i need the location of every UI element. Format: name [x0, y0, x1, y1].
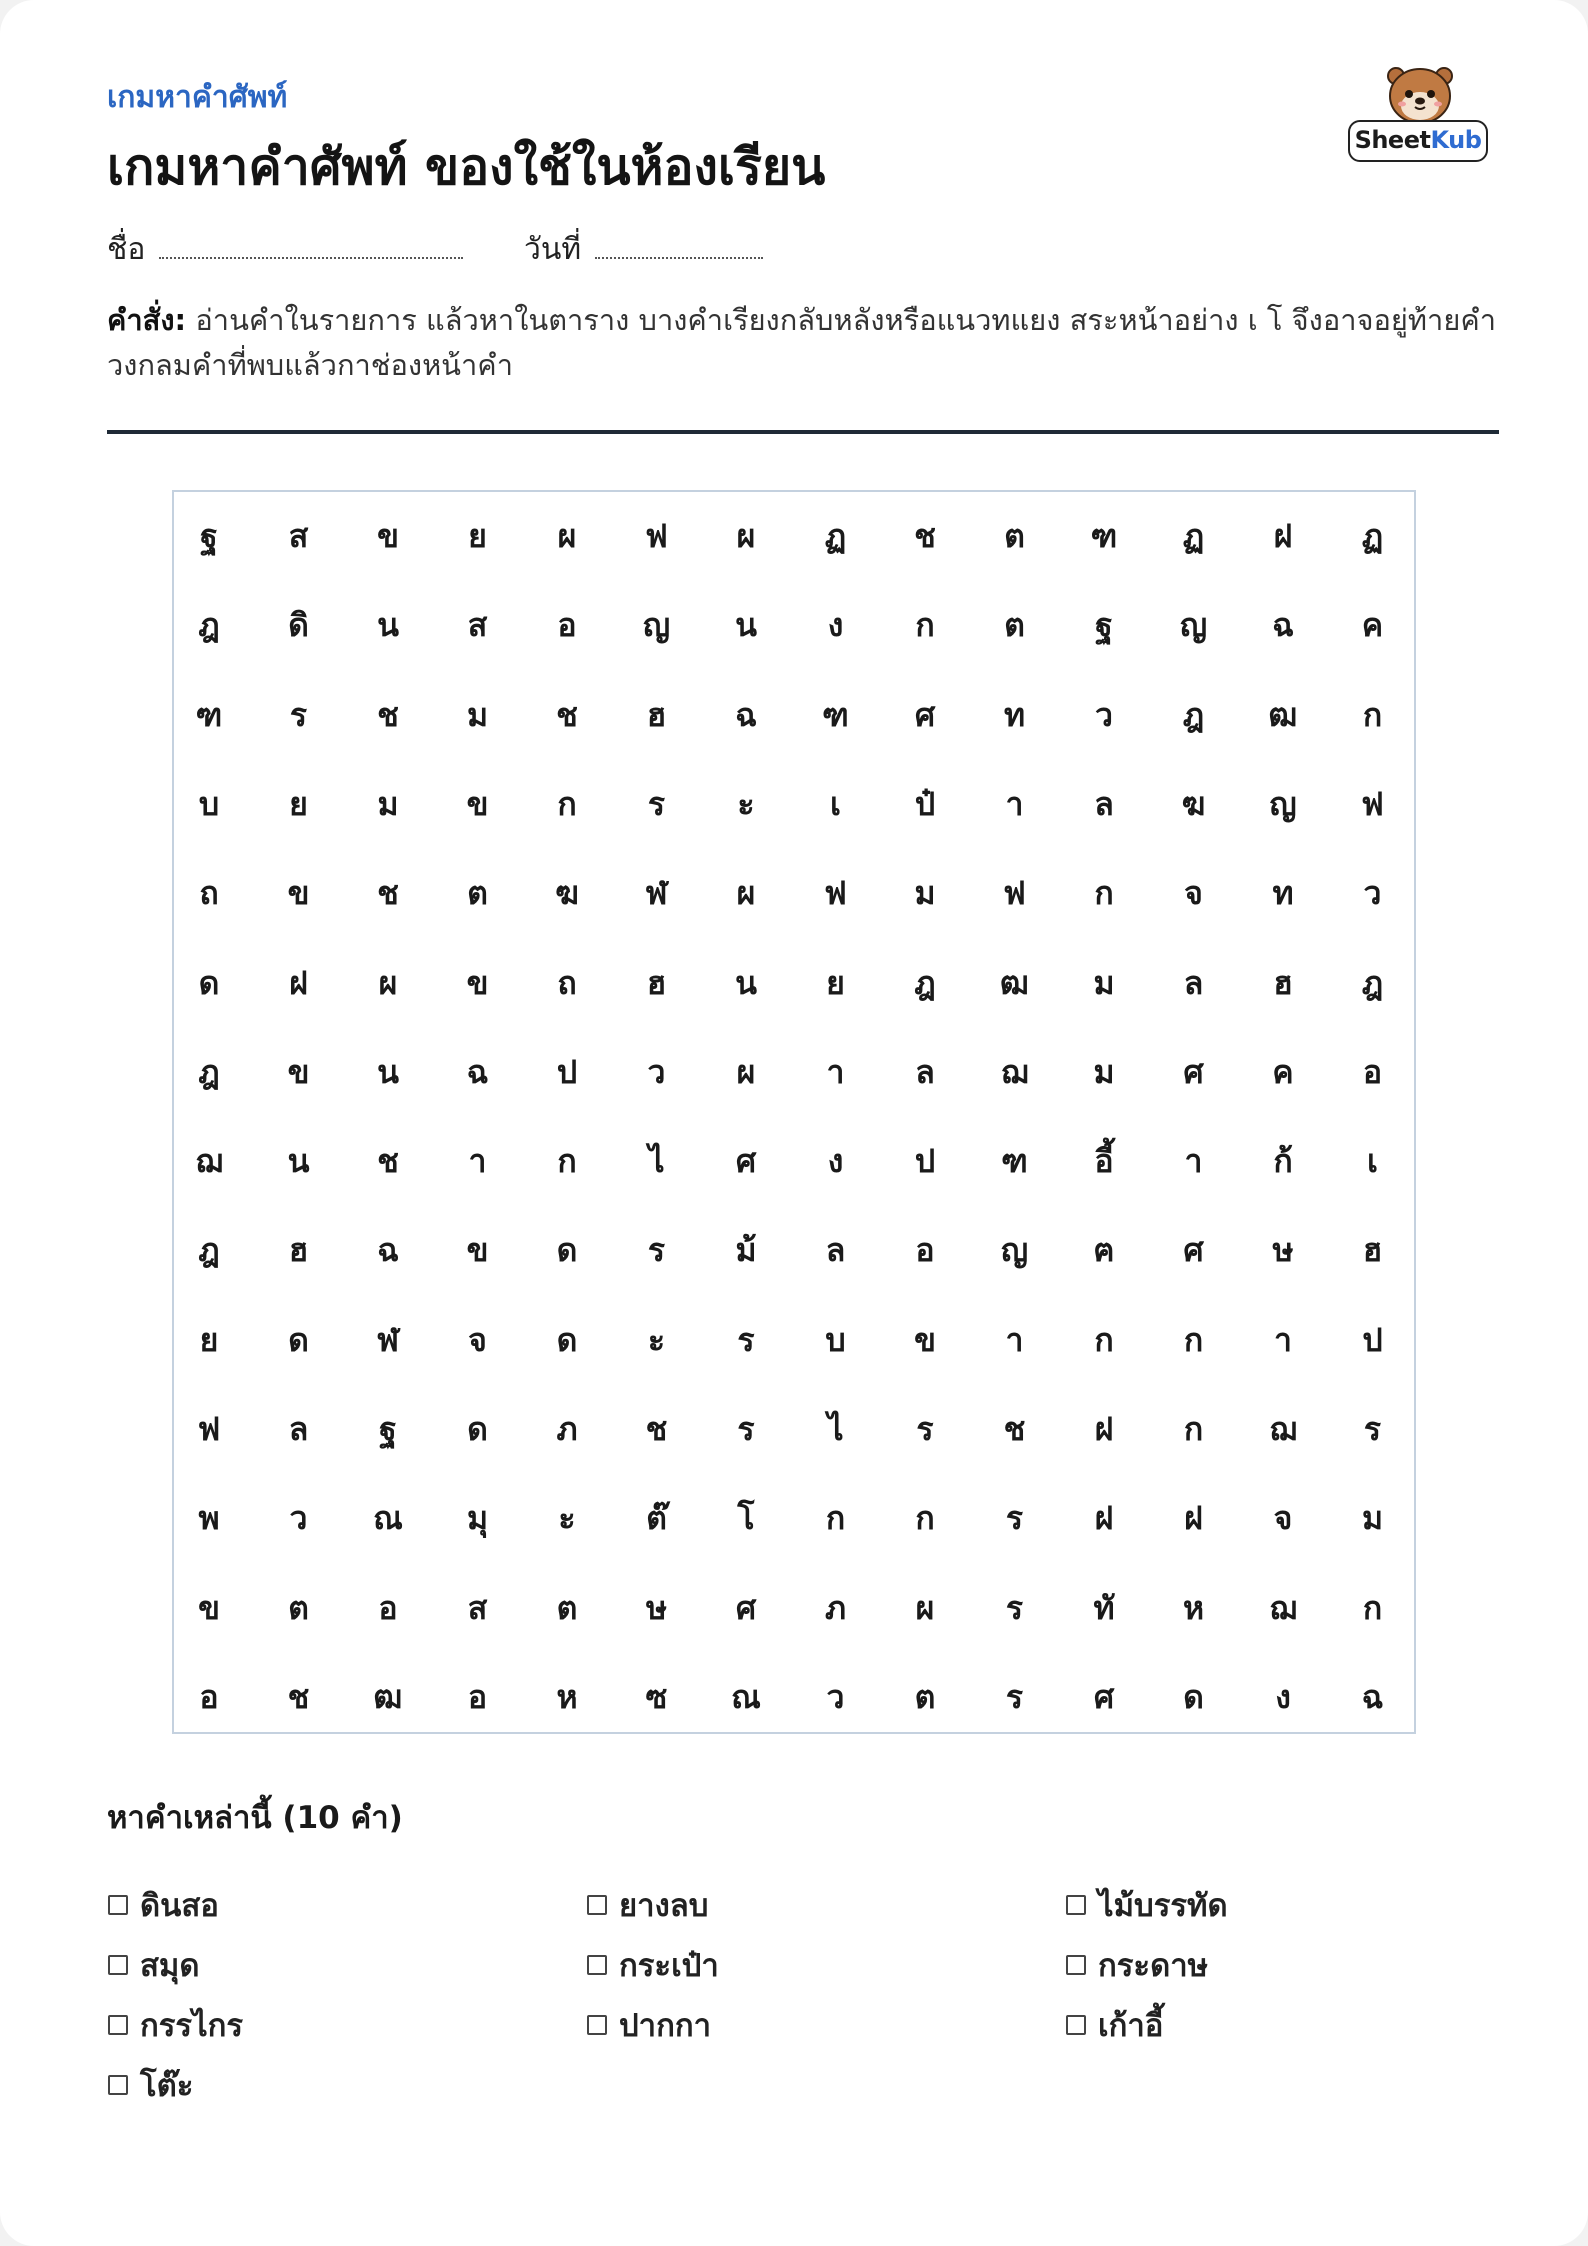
- grid-cell[interactable]: ฮ: [1362, 1231, 1383, 1270]
- grid-cell[interactable]: ฏ: [1182, 517, 1205, 555]
- word-checkbox[interactable]: [587, 1955, 607, 1975]
- grid-cell[interactable]: ย: [199, 1320, 219, 1359]
- word-checkbox[interactable]: [1066, 1955, 1086, 1975]
- name-line[interactable]: [159, 255, 463, 259]
- grid-cell[interactable]: ล: [1183, 963, 1204, 1002]
- grid-cell[interactable]: ท: [1272, 874, 1294, 913]
- grid-cell[interactable]: ฮ: [646, 695, 667, 734]
- grid-cell[interactable]: มุ: [466, 1499, 489, 1538]
- grid-cell[interactable]: า: [826, 1052, 845, 1091]
- word-checkbox[interactable]: [587, 1895, 607, 1915]
- grid-cell[interactable]: อ: [378, 1588, 398, 1627]
- grid-cell[interactable]: ฒ: [1000, 963, 1029, 1002]
- word-checkbox[interactable]: [108, 2075, 128, 2095]
- grid-cell[interactable]: ร: [289, 695, 308, 734]
- grid-cell[interactable]: ค: [1272, 1052, 1294, 1091]
- grid-cell[interactable]: ข: [287, 874, 310, 913]
- word-label: เก้าอี้: [1098, 2008, 1164, 2044]
- instructions-label: คำสั่ง:: [107, 303, 187, 337]
- word-label: โต๊ะ: [140, 2068, 194, 2104]
- grid-cell[interactable]: ฎ: [1182, 695, 1205, 734]
- grid-cell[interactable]: ะ: [647, 1320, 666, 1359]
- grid-cell[interactable]: ก: [557, 1142, 577, 1181]
- sheetkub-logo: [1348, 60, 1492, 170]
- word-label: ปากกา: [619, 2008, 712, 2044]
- grid-cell[interactable]: ง: [827, 606, 844, 645]
- grid-cell[interactable]: ร: [647, 784, 666, 823]
- grid-cell[interactable]: ฎ: [914, 963, 936, 1002]
- grid-cell[interactable]: อ: [467, 1677, 488, 1716]
- grid-cell[interactable]: ศ: [914, 695, 936, 734]
- grid-cell[interactable]: ณ: [731, 1677, 761, 1716]
- grid-cell[interactable]: ผ: [736, 1052, 756, 1091]
- grid-cell[interactable]: ป: [556, 1052, 578, 1091]
- grid-cell[interactable]: จ: [1273, 1499, 1293, 1538]
- grid-cell[interactable]: ฝ: [1094, 1410, 1114, 1448]
- word-item[interactable]: [587, 1880, 708, 1930]
- grid-cell[interactable]: ศ: [1183, 1052, 1204, 1091]
- grid-cell[interactable]: ฟ: [1003, 874, 1026, 913]
- grid-cell[interactable]: ร: [1363, 1410, 1382, 1448]
- grid-cell[interactable]: จ: [468, 1320, 487, 1359]
- word-label: ดินสอ: [140, 1888, 219, 1924]
- grid-cell[interactable]: ก: [1183, 1320, 1204, 1359]
- grid-cell[interactable]: ฒ: [1268, 695, 1298, 734]
- grid-cell[interactable]: ด: [1183, 1677, 1204, 1716]
- name-field[interactable]: [107, 226, 463, 273]
- grid-cell[interactable]: ญ: [1000, 1231, 1029, 1270]
- grid-cell[interactable]: ข: [914, 1320, 936, 1359]
- grid-cell[interactable]: ร: [737, 1320, 755, 1359]
- grid-cell[interactable]: ด: [288, 1320, 309, 1359]
- grid-cell[interactable]: ล: [288, 1410, 309, 1448]
- grid-cell[interactable]: ไ: [648, 1142, 665, 1181]
- grid-cell[interactable]: ผ: [915, 1588, 935, 1627]
- grid-cell[interactable]: ง: [1275, 1677, 1291, 1716]
- grid-cell[interactable]: ด: [198, 963, 220, 1002]
- grid-cell[interactable]: ย: [826, 963, 845, 1002]
- grid-cell[interactable]: ฑ: [1001, 1142, 1028, 1181]
- grid-cell[interactable]: ช: [377, 695, 399, 734]
- word-item[interactable]: [108, 2000, 243, 2050]
- word-item[interactable]: [1066, 1880, 1228, 1930]
- grid-cell[interactable]: ก: [915, 606, 935, 645]
- grid-cell[interactable]: ฝ: [1273, 517, 1293, 555]
- grid-cell[interactable]: ด: [467, 1410, 488, 1448]
- page-title: เกมหาคำศัพท์ ของใช้ในห้องเรียน: [107, 138, 826, 196]
- grid-cell[interactable]: ต: [467, 874, 488, 913]
- grid-cell[interactable]: ด: [556, 1320, 578, 1359]
- grid-cell[interactable]: ฟ: [1361, 784, 1384, 823]
- grid-cell[interactable]: ฝ: [289, 963, 308, 1002]
- grid-cell[interactable]: ภ: [824, 1588, 847, 1627]
- grid-cell[interactable]: ฬ: [645, 874, 668, 913]
- grid-cell[interactable]: เ: [1367, 1142, 1378, 1181]
- grid-cell[interactable]: ม: [1093, 1052, 1115, 1091]
- grid-cell[interactable]: ช: [377, 874, 399, 913]
- grid-cell[interactable]: ฮ: [646, 963, 667, 1002]
- grid-cell[interactable]: ฆ: [1181, 784, 1206, 823]
- grid-cell[interactable]: ก: [1362, 1588, 1383, 1627]
- grid-cell[interactable]: ร: [1005, 1588, 1024, 1627]
- grid-cell[interactable]: ป: [1362, 1320, 1383, 1359]
- word-item[interactable]: [108, 2060, 193, 2110]
- grid-cell[interactable]: ร: [916, 1410, 934, 1448]
- grid-cell[interactable]: ณ: [373, 1499, 403, 1538]
- grid-cell[interactable]: ฌ: [1000, 1052, 1029, 1091]
- grid-cell[interactable]: น: [735, 963, 757, 1002]
- grid-cell[interactable]: ช: [556, 695, 578, 734]
- grid-cell[interactable]: ถ: [199, 874, 219, 913]
- name-label: ชื่อ: [107, 232, 146, 267]
- grid-cell[interactable]: อ: [199, 1677, 219, 1716]
- grid-cell[interactable]: ญ: [642, 606, 671, 645]
- grid-cell[interactable]: ร: [737, 1410, 755, 1448]
- grid-cell[interactable]: ม: [377, 784, 399, 823]
- grid-cell[interactable]: ก: [1094, 1320, 1114, 1359]
- grid-cell[interactable]: ว: [647, 1052, 666, 1091]
- grid-cell[interactable]: ข: [287, 1052, 310, 1091]
- grid-cell[interactable]: ษ: [645, 1588, 668, 1627]
- grid-cell[interactable]: ฅ: [1093, 1231, 1115, 1270]
- grid-cell[interactable]: ฌ: [1269, 1410, 1297, 1448]
- grid-cell[interactable]: า: [468, 1142, 487, 1181]
- grid-cell[interactable]: ดิ: [288, 606, 309, 645]
- grid-cell[interactable]: ษ: [1272, 1231, 1294, 1270]
- grid-cell[interactable]: ต: [1004, 606, 1025, 645]
- grid-cell[interactable]: ม: [466, 695, 489, 734]
- grid-cell[interactable]: ก: [1362, 695, 1383, 734]
- grid-cell[interactable]: ช: [1003, 1410, 1026, 1448]
- grid-cell[interactable]: ฌ: [195, 1142, 223, 1181]
- grid-cell[interactable]: ผ: [378, 963, 398, 1002]
- grid-cell[interactable]: ฏ: [1361, 517, 1384, 555]
- grid-cell[interactable]: ฑ: [1090, 517, 1118, 555]
- grid-cell[interactable]: ฏ: [824, 517, 847, 555]
- grid-cell[interactable]: ฑ: [195, 695, 223, 734]
- word-label: สมุด: [140, 1948, 200, 1984]
- word-checkbox[interactable]: [108, 2015, 128, 2035]
- grid-cell[interactable]: ศ: [735, 1588, 757, 1627]
- instructions: [107, 298, 1497, 388]
- word-checkbox[interactable]: [1066, 2015, 1086, 2035]
- grid-cell[interactable]: ย: [468, 517, 487, 555]
- grid-cell[interactable]: พ: [198, 1499, 220, 1538]
- grid-cell[interactable]: ฒ: [373, 1677, 403, 1716]
- date-label: วันที่: [524, 232, 582, 267]
- grid-cell[interactable]: ฉ: [735, 695, 757, 734]
- grid-cell[interactable]: ศ: [1093, 1677, 1115, 1716]
- grid-cell[interactable]: ช: [377, 1142, 399, 1181]
- grid-cell[interactable]: ม: [914, 874, 936, 913]
- grid-cell[interactable]: ก: [1094, 874, 1114, 913]
- grid-cell[interactable]: ล: [825, 1231, 846, 1270]
- grid-cell[interactable]: ต: [556, 1588, 578, 1627]
- grid-cell[interactable]: ย: [289, 784, 308, 823]
- grid-cell[interactable]: ฐ: [379, 1410, 397, 1448]
- grid-cell[interactable]: โ: [737, 1499, 755, 1538]
- grid-cell[interactable]: บ: [198, 784, 220, 823]
- grid-cell[interactable]: ไ: [827, 1410, 844, 1448]
- word-item[interactable]: [587, 2000, 711, 2050]
- grid-cell[interactable]: ฝ: [1184, 1499, 1203, 1538]
- grid-cell[interactable]: น: [287, 1142, 310, 1181]
- word-label: ไม้บรรทัด: [1098, 1888, 1228, 1924]
- grid-cell[interactable]: ภ: [556, 1410, 578, 1448]
- date-line[interactable]: [595, 255, 763, 259]
- grid-cell[interactable]: ร: [1005, 1677, 1024, 1716]
- word-label: กระดาษ: [1098, 1948, 1209, 1984]
- grid-cell[interactable]: ห: [1182, 1588, 1205, 1627]
- grid-cell[interactable]: ส: [467, 606, 488, 645]
- grid-cell[interactable]: ฑ: [822, 695, 849, 734]
- grid-cell[interactable]: ล: [915, 1052, 935, 1091]
- grid-cell[interactable]: ข: [466, 1231, 489, 1270]
- word-checkbox[interactable]: [1066, 1895, 1086, 1915]
- grid-cell[interactable]: จ: [1184, 874, 1203, 913]
- grid-cell[interactable]: ฟ: [645, 517, 668, 555]
- grid-cell[interactable]: ญ: [1179, 606, 1208, 645]
- grid-cell[interactable]: ช: [645, 1410, 668, 1448]
- grid-cell[interactable]: น: [735, 606, 757, 645]
- grid-cell[interactable]: ม: [1093, 963, 1115, 1002]
- grid-cell[interactable]: ก: [557, 784, 577, 823]
- grid-cell[interactable]: ต: [288, 1588, 309, 1627]
- date-field[interactable]: [524, 226, 763, 273]
- grid-cell[interactable]: ะ: [737, 784, 755, 823]
- grid-cell[interactable]: ฎ: [1361, 963, 1384, 1002]
- grid-cell[interactable]: ฎ: [198, 606, 220, 645]
- grid-cell[interactable]: ช: [914, 517, 936, 555]
- word-label: กรรไกร: [140, 2008, 244, 2044]
- word-checkbox[interactable]: [587, 2015, 607, 2035]
- grid-cell[interactable]: ป: [914, 1142, 936, 1181]
- grid-cell[interactable]: อ: [915, 1231, 935, 1270]
- word-item[interactable]: [1066, 2000, 1163, 2050]
- grid-cell[interactable]: ฌ: [1269, 1588, 1297, 1627]
- grid-cell[interactable]: ทั: [1093, 1588, 1115, 1627]
- word-item[interactable]: [108, 1880, 219, 1930]
- grid-cell[interactable]: ข: [377, 517, 399, 555]
- grid-cell[interactable]: ต: [914, 1677, 936, 1716]
- grid-cell[interactable]: ก: [825, 1499, 846, 1538]
- logo-badge: SheetKub: [1348, 120, 1488, 162]
- grid-cell[interactable]: ฉ: [1272, 606, 1294, 645]
- category-label: เกมหาคำศัพท์: [107, 80, 288, 115]
- grid-cell[interactable]: ต: [1004, 517, 1025, 555]
- instructions-text: อ่านคำในรายการ แล้วหาในตาราง บางคำเรียงกลับหลังหรือแนวทแยง สระหน้าอย่าง เ โ จึงอาจอยู่ท้ายคำ วงกลมคำที่พบแล้วกาช่องหน้าคำ: [107, 303, 1496, 382]
- word-label: กระเป๋า: [619, 1948, 719, 1984]
- grid-cell[interactable]: ว: [1095, 695, 1113, 734]
- word-item[interactable]: [587, 1940, 719, 1990]
- grid-cell[interactable]: ม้: [735, 1231, 757, 1270]
- grid-cell[interactable]: ญ: [1269, 784, 1297, 823]
- grid-cell[interactable]: ศ: [735, 1142, 757, 1181]
- grid-cell[interactable]: ห: [556, 1677, 578, 1716]
- grid-cell[interactable]: ก้: [1273, 1142, 1293, 1181]
- grid-cell[interactable]: า: [1274, 1320, 1292, 1359]
- grid-cell[interactable]: บ: [825, 1320, 846, 1359]
- grid-cell[interactable]: ฟ: [197, 1410, 221, 1448]
- grid-cell[interactable]: ฮ: [288, 1231, 309, 1270]
- grid-cell[interactable]: ฎ: [198, 1052, 220, 1091]
- grid-cell[interactable]: ป๋: [914, 784, 936, 823]
- word-label: ยางลบ: [619, 1888, 709, 1924]
- grid-cell[interactable]: เ: [830, 784, 841, 823]
- grid-cell[interactable]: ฉ: [1361, 1677, 1384, 1716]
- word-checkbox[interactable]: [108, 1895, 128, 1915]
- grid-cell[interactable]: า: [1184, 1142, 1203, 1181]
- word-checkbox[interactable]: [108, 1955, 128, 1975]
- grid-cell[interactable]: ถ: [557, 963, 577, 1002]
- grid-cell[interactable]: ผ: [557, 517, 577, 555]
- grid-cell[interactable]: น: [377, 606, 399, 645]
- grid-cell[interactable]: ผ: [736, 874, 756, 913]
- grid-cell[interactable]: ศ: [1183, 1231, 1204, 1270]
- grid-cell[interactable]: า: [1005, 784, 1024, 823]
- word-item[interactable]: [1066, 1940, 1208, 1990]
- grid-cell[interactable]: ร: [1005, 1499, 1024, 1538]
- word-search-grid: [172, 490, 1416, 1734]
- grid-cell[interactable]: ฝ: [1094, 1499, 1114, 1538]
- grid-cell[interactable]: น: [377, 1052, 399, 1091]
- grid-cell[interactable]: ช: [287, 1677, 310, 1716]
- grid-cell[interactable]: ส: [467, 1588, 488, 1627]
- grid-cell[interactable]: ข: [466, 963, 489, 1002]
- grid-cell[interactable]: ะ: [558, 1499, 576, 1538]
- grid-cell[interactable]: ฮ: [1273, 963, 1293, 1002]
- grid-cell[interactable]: ว: [826, 1677, 845, 1716]
- grid-cell[interactable]: ข: [198, 1588, 220, 1627]
- grid-cell[interactable]: ก: [915, 1499, 935, 1538]
- grid-cell[interactable]: ค: [1361, 606, 1384, 645]
- grid-cell[interactable]: ฉ: [377, 1231, 399, 1270]
- grid-cell[interactable]: ฐ: [200, 517, 218, 555]
- grid-cell[interactable]: ฐ: [1095, 606, 1113, 645]
- grid-cell[interactable]: ต๊: [646, 1499, 667, 1538]
- grid-cell[interactable]: ว: [1363, 874, 1382, 913]
- grid-cell[interactable]: ท: [1003, 695, 1026, 734]
- grid-cell[interactable]: ซ: [645, 1677, 668, 1716]
- grid-cell[interactable]: อี้: [1094, 1142, 1114, 1181]
- grid-cell[interactable]: ด: [556, 1231, 578, 1270]
- grid-cell[interactable]: ฉ: [466, 1052, 489, 1091]
- grid-cell[interactable]: ง: [827, 1142, 844, 1181]
- grid-cell[interactable]: ฬ: [377, 1320, 399, 1359]
- grid-cell[interactable]: ว: [289, 1499, 308, 1538]
- grid-cell[interactable]: อ: [1362, 1052, 1383, 1091]
- divider: [107, 430, 1499, 434]
- grid-cell[interactable]: ข: [466, 784, 489, 823]
- grid-cell[interactable]: ฎ: [198, 1231, 220, 1270]
- grid-cell[interactable]: ผ: [736, 517, 756, 555]
- grid-cell[interactable]: ส: [288, 517, 309, 555]
- word-item[interactable]: [108, 1940, 200, 1990]
- grid-cell[interactable]: อ: [557, 606, 577, 645]
- grid-cell[interactable]: ฆ: [555, 874, 579, 913]
- word-list-title: หาคำเหล่านี้ (10 คำ): [107, 1800, 403, 1836]
- grid-cell[interactable]: ก: [1183, 1410, 1204, 1448]
- grid-cell[interactable]: ม: [1361, 1499, 1384, 1538]
- otter-mascot-icon: [1382, 64, 1458, 126]
- grid-cell[interactable]: ล: [1094, 784, 1114, 823]
- grid-cell[interactable]: า: [1005, 1320, 1024, 1359]
- grid-cell[interactable]: ฟ: [824, 874, 847, 913]
- grid-cell[interactable]: ร: [647, 1231, 666, 1270]
